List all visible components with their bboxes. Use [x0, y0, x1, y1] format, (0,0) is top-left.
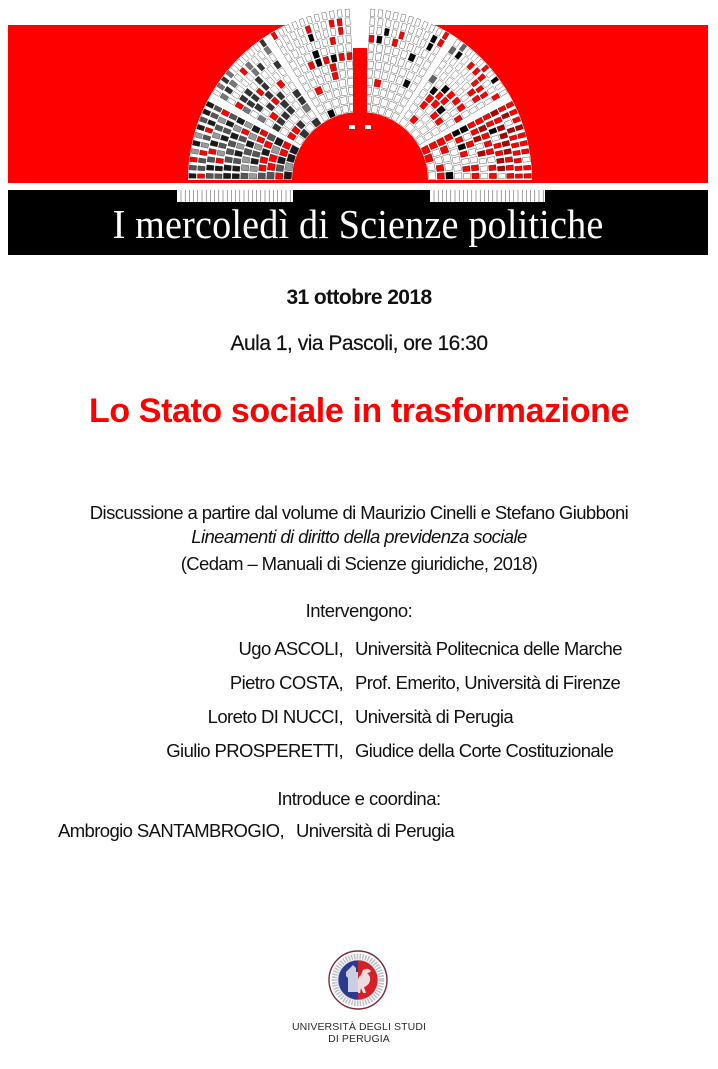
hemicycle-seat [338, 27, 343, 35]
hemicycle-seat [232, 166, 240, 172]
hemicycle-seat [455, 173, 463, 179]
hemicycle-seat [338, 36, 344, 44]
speaker-name: Ugo ASCOLI, [238, 638, 343, 659]
hemicycle-seat [215, 166, 223, 171]
hemicycle-seat [514, 158, 522, 163]
header-banner [0, 0, 718, 262]
hemicycle-seat [232, 174, 240, 179]
hemicycle-seat [374, 79, 381, 87]
hemicycle-seat [241, 173, 249, 179]
speaker-name: Loreto DI NUCCI, [207, 706, 343, 727]
speaker-row [0, 638, 718, 662]
coordinator-name: Ambrogio SANTAMBROGIO, [58, 820, 284, 841]
hemicycle-seat [345, 9, 350, 17]
hemicycle-seat [523, 165, 531, 170]
coordinator-affiliation: Università di Perugia [295, 820, 455, 841]
hemicycle-seat [515, 166, 523, 171]
hemicycle-seat [339, 53, 345, 61]
hemicycle-seat [367, 70, 373, 78]
speaker-affiliation: Università Politecnica delle Marche [355, 638, 622, 659]
coordinator-row [58, 820, 454, 842]
hemicycle-seat [258, 173, 266, 179]
coordinator-label: Introduce e coordina: [277, 788, 441, 809]
hemicycle-seat [225, 157, 233, 163]
hemicycle-seat [368, 52, 374, 60]
speaker-row [0, 672, 718, 696]
hemicycle-seat [369, 35, 375, 43]
hemicycle-seat [378, 18, 384, 26]
speakers-label: Intervengono: [305, 600, 413, 621]
hemicycle-seat [370, 18, 375, 26]
event-venue: Aula 1, via Pascoli, ore 16:30 [230, 332, 488, 355]
book-publisher: (Cedam – Manuali di Scienze giuridiche, 2018) [180, 553, 538, 574]
hemicycle-seat [275, 173, 283, 180]
hemicycle-seat [375, 62, 382, 70]
hemicycle-seat [507, 173, 514, 178]
university-name-line2: DI PERUGIA [328, 1033, 390, 1045]
hemicycle-seat [250, 166, 258, 172]
hemicycle-seat [339, 79, 346, 87]
hemicycle-seat [454, 165, 462, 172]
hemicycle-seat [369, 26, 374, 34]
university-name [0, 1021, 718, 1045]
event-date: 31 ottobre 2018 [286, 286, 432, 309]
hemicycle-seat [472, 173, 480, 179]
hemicycle-seat [463, 173, 470, 179]
hemicycle-aisle [353, 48, 367, 128]
hemicycle-seat [497, 166, 505, 171]
speaker-affiliation: Prof. Emerito, Università di Firenze [355, 672, 621, 693]
speaker-affiliation: Università di Perugia [355, 706, 514, 727]
hemicycle-seat [479, 158, 487, 164]
hemicycle-seat [370, 9, 375, 17]
hemicycle-seat [506, 165, 514, 171]
hemicycle-seat [481, 174, 489, 179]
speaker-name: Pietro COSTA, [229, 672, 343, 693]
hemicycle-seat [505, 157, 513, 163]
hemicycle-seat [368, 44, 374, 52]
hemicycle-seat [515, 174, 522, 179]
hemicycle-seat [267, 172, 275, 179]
hemicycle-seat [190, 157, 198, 163]
hemicycle-seat [337, 10, 342, 18]
hemicycle-seat [524, 173, 531, 178]
hemicycle-seat [346, 26, 351, 34]
hemicycle-podium-seat [365, 125, 371, 129]
university-name-line1: UNIVERSITÀ DEGLI STUDI [291, 1021, 427, 1033]
hemicycle-seat [445, 163, 453, 171]
hemicycle-seat [337, 45, 344, 53]
banner-title: I mercoledì di Scienze politiche [112, 201, 604, 247]
hemicycle-seat [367, 61, 374, 69]
hemicycle-seat [489, 173, 496, 179]
hemicycle-seat [340, 70, 347, 78]
book-intro: Discussione a partire dal volume di Maurizio Cinelli e Stefano Giubboni [89, 502, 629, 523]
hemicycle-seat [471, 165, 479, 171]
event-title: Lo Stato sociale in trasformazione [89, 392, 629, 430]
hemicycle-seat [197, 174, 204, 179]
hemicycle-seat [437, 173, 445, 180]
hemicycle-seat [206, 165, 214, 171]
hemicycle-seat [189, 165, 197, 170]
hemicycle-seat [345, 18, 350, 26]
hemicycle-seat [375, 53, 381, 61]
hemicycle-seat [496, 158, 504, 164]
speaker-affiliation: Giudice della Corte Costituzionale [355, 740, 614, 761]
hemicycle-seat [346, 61, 353, 69]
speaker-row [0, 740, 718, 764]
hemicycle-seat [347, 70, 353, 78]
hemicycle-seat [480, 166, 488, 172]
hemicycle-seat [198, 158, 206, 163]
hemicycle-seat [338, 62, 345, 70]
hemicycle-seat [241, 165, 249, 171]
hemicycle-seat [284, 172, 292, 180]
hemicycle-seat [259, 165, 267, 172]
hemicycle-seat [463, 166, 471, 172]
hemicycle-seat [198, 166, 206, 171]
hemicycle-seat [523, 157, 531, 163]
hemicycle-seat [376, 36, 382, 44]
hemicycle-seat [224, 165, 232, 171]
hemicycle-seat [276, 164, 284, 171]
hemicycle-seat [377, 27, 382, 35]
hemicycle-seat [346, 44, 352, 52]
hemicycle-seat [346, 35, 352, 43]
hemicycle-podium [342, 122, 378, 134]
hemicycle-seat [498, 174, 505, 179]
hemicycle-seat [337, 18, 343, 26]
hemicycle-seat [487, 157, 495, 163]
speaker-name: Giulio PROSPERETTI, [166, 740, 343, 761]
hemicycle-seat [249, 173, 256, 179]
hemicycle-seat [378, 10, 383, 18]
hemicycle-podium-seat [349, 125, 355, 129]
hemicycle-seat [285, 162, 294, 171]
hemicycle-seat [207, 157, 215, 163]
university-seal-icon [328, 950, 388, 1010]
hemicycle-seat [206, 173, 213, 178]
hemicycle-seat [347, 52, 353, 60]
hemicycle-seat [376, 45, 383, 53]
hemicycle-seat [267, 163, 275, 171]
hemicycle-seat [233, 158, 241, 164]
hemicycle-seat [489, 165, 497, 171]
hemicycle-seat [427, 162, 436, 171]
hemicycle-seat [436, 164, 444, 171]
hemicycle-seat [446, 172, 454, 179]
hemicycle-seat [428, 172, 436, 180]
hemicycle-seat [215, 174, 222, 179]
hemicycle-seat [374, 70, 381, 78]
hemicycle-seat [223, 173, 230, 179]
speaker-row [0, 706, 718, 730]
hemicycle-seat [189, 173, 196, 178]
book-title: Lineamenti di diritto della previdenza sociale [191, 526, 527, 547]
hemicycle-seat [216, 158, 224, 164]
